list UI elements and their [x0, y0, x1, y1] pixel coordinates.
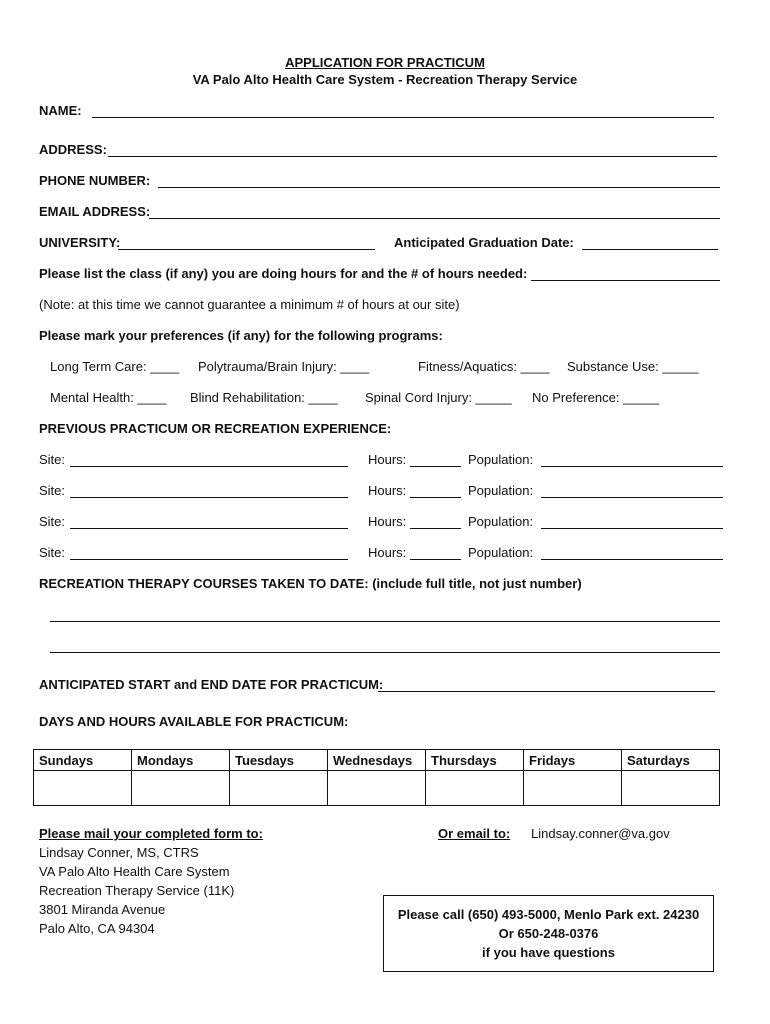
population-field[interactable] — [541, 466, 723, 467]
form-subtitle: VA Palo Alto Health Care System - Recreation Therapy Service — [192, 72, 578, 87]
pref-long-term-care[interactable]: Long Term Care: ____ — [50, 359, 180, 374]
day-header-thursdays: Thursdays — [426, 750, 524, 771]
population-label: Population: — [468, 514, 534, 529]
pref-mental-health[interactable]: Mental Health: ____ — [50, 390, 167, 405]
mail-address-line: VA Palo Alto Health Care System — [39, 864, 230, 879]
form-title: APPLICATION FOR PRACTICUM — [285, 55, 485, 70]
day-cell-tuesdays[interactable] — [230, 771, 328, 806]
day-cell-fridays[interactable] — [524, 771, 622, 806]
population-label: Population: — [468, 452, 534, 467]
pref-blind-rehab[interactable]: Blind Rehabilitation: ____ — [190, 390, 338, 405]
availability-table — [33, 749, 720, 806]
site-label: Site: — [39, 483, 66, 498]
population-field[interactable] — [541, 559, 723, 560]
days-heading: DAYS AND HOURS AVAILABLE FOR PRACTICUM: — [39, 714, 349, 729]
day-header-mondays: Mondays — [132, 750, 230, 771]
preferences-heading: Please mark your preferences (if any) for the following programs: — [39, 328, 443, 343]
day-header-tuesdays: Tuesdays — [230, 750, 328, 771]
hours-label: Hours: — [368, 514, 407, 529]
site-field[interactable] — [70, 528, 348, 529]
day-header-sundays: Sundays — [34, 750, 132, 771]
call-questions-line: if you have questions — [482, 945, 615, 960]
population-label: Population: — [468, 545, 534, 560]
hours-note: (Note: at this time we cannot guarantee a minimum # of hours at our site) — [39, 297, 460, 312]
day-header-saturdays: Saturdays — [622, 750, 720, 771]
mail-address-line: Lindsay Conner, MS, CTRS — [39, 845, 199, 860]
address-label: ADDRESS: — [39, 142, 107, 157]
population-label: Population: — [468, 483, 534, 498]
name-field[interactable] — [92, 117, 714, 118]
hours-label: Hours: — [368, 452, 407, 467]
start-end-label: ANTICIPATED START and END DATE FOR PRACTICUM: — [39, 677, 384, 692]
email-field[interactable] — [149, 218, 720, 219]
site-field[interactable] — [70, 466, 348, 467]
day-cell-wednesdays[interactable] — [328, 771, 426, 806]
site-label: Site: — [39, 452, 66, 467]
graduation-date-field[interactable] — [582, 249, 718, 250]
hours-field[interactable] — [410, 466, 461, 467]
mail-heading: Please mail your completed form to: — [39, 826, 263, 841]
site-label: Site: — [39, 514, 66, 529]
day-cell-thursdays[interactable] — [426, 771, 524, 806]
experience-heading: PREVIOUS PRACTICUM OR RECREATION EXPERIENCE: — [39, 421, 392, 436]
pref-fitness-aquatics[interactable]: Fitness/Aquatics: ____ — [418, 359, 550, 374]
call-alt-phone-line: Or 650-248-0376 — [498, 926, 599, 941]
email-contact-label: Or email to: — [438, 826, 511, 841]
hours-label: Hours: — [368, 545, 407, 560]
courses-heading: RECREATION THERAPY COURSES TAKEN TO DATE: (include full title, not just number) — [39, 576, 582, 591]
day-header-wednesdays: Wednesdays — [328, 750, 426, 771]
site-field[interactable] — [70, 559, 348, 560]
population-field[interactable] — [541, 497, 723, 498]
day-cell-saturdays[interactable] — [622, 771, 720, 806]
start-end-field[interactable] — [378, 691, 715, 692]
call-info-box — [383, 895, 714, 972]
pref-substance-use[interactable]: Substance Use: _____ — [567, 359, 699, 374]
mail-address-line: 3801 Miranda Avenue — [39, 902, 166, 917]
university-label: UNIVERSITY: — [39, 235, 121, 250]
site-label: Site: — [39, 545, 66, 560]
mail-address-line: Palo Alto, CA 94304 — [39, 921, 155, 936]
day-cell-mondays[interactable] — [132, 771, 230, 806]
pref-spinal-cord[interactable]: Spinal Cord Injury: _____ — [365, 390, 512, 405]
phone-field[interactable] — [158, 187, 720, 188]
pref-no-preference[interactable]: No Preference: _____ — [532, 390, 660, 405]
address-field[interactable] — [108, 156, 717, 157]
call-phone-line: Please call (650) 493-5000, Menlo Park ext. 24230 — [397, 907, 700, 922]
university-field[interactable] — [118, 249, 375, 250]
site-field[interactable] — [70, 497, 348, 498]
courses-field-line-2[interactable] — [50, 652, 720, 653]
hours-field[interactable] — [410, 559, 461, 560]
email-label: EMAIL ADDRESS: — [39, 204, 151, 219]
graduation-date-label: Anticipated Graduation Date: — [394, 235, 574, 250]
pref-polytrauma[interactable]: Polytrauma/Brain Injury: ____ — [198, 359, 370, 374]
class-hours-field[interactable] — [531, 280, 720, 281]
class-hours-label: Please list the class (if any) you are doing hours for and the # of hours needed: — [39, 266, 528, 281]
population-field[interactable] — [541, 528, 723, 529]
mail-address-line: Recreation Therapy Service (11K) — [39, 883, 235, 898]
courses-field-line-1[interactable] — [50, 621, 720, 622]
email-contact-address[interactable]: Lindsay.conner@va.gov — [531, 826, 670, 841]
name-label: NAME: — [39, 103, 82, 118]
day-cell-sundays[interactable] — [34, 771, 132, 806]
hours-label: Hours: — [368, 483, 407, 498]
day-header-fridays: Fridays — [524, 750, 622, 771]
hours-field[interactable] — [410, 528, 461, 529]
phone-label: PHONE NUMBER: — [39, 173, 151, 188]
hours-field[interactable] — [410, 497, 461, 498]
